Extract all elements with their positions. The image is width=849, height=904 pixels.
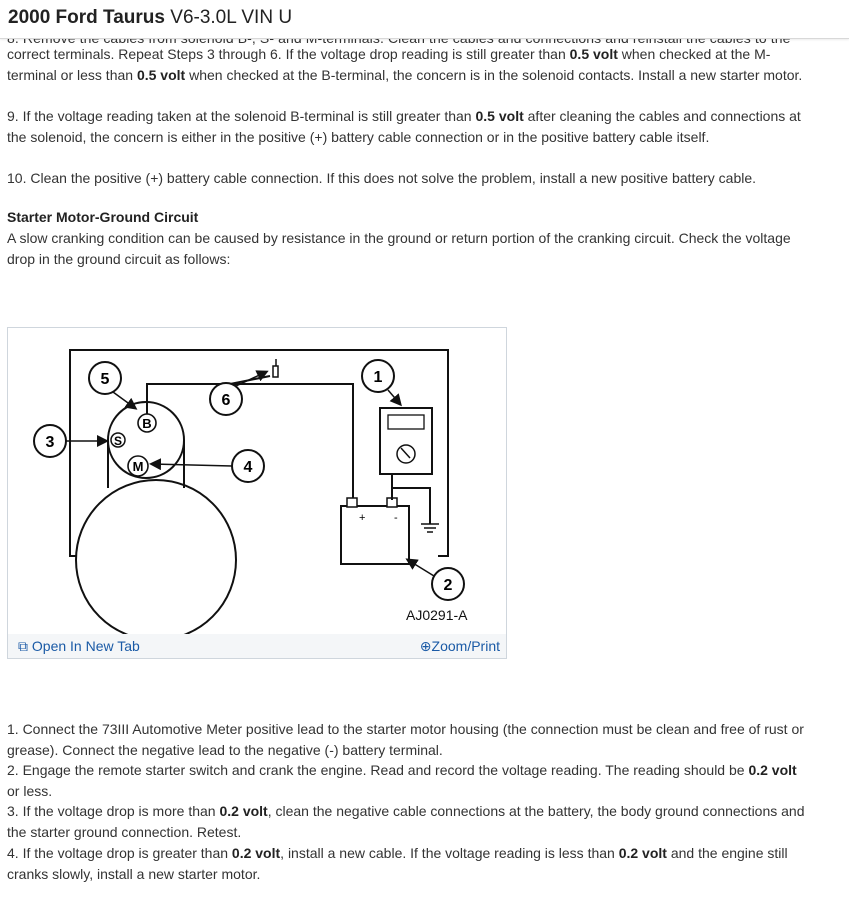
step-4-text-c: and the engine still cranks slowly, install a new starter motor. (7, 845, 788, 882)
step-2-value: 0.2 volt (748, 762, 797, 778)
terminal-b-label: B (142, 416, 152, 431)
step-2-text-b: or less. (7, 782, 53, 799)
new-tab-icon: ⧉ (18, 638, 28, 654)
battery-positive-label: + (359, 512, 366, 524)
terminal-s-label: S (113, 434, 123, 448)
figure-toolbar (8, 634, 506, 658)
terminal-m-label: M (132, 459, 144, 474)
step-3-text-b: , clean the negative cable connections at the battery, the body ground connections and the starter ground connection. Retest. (7, 803, 805, 840)
page-header (0, 0, 849, 39)
step-9-text-b: after cleaning the cables and connections at the solenoid, the concern is either in the positive (+) battery cable connection or in the positive battery cable itself. (7, 108, 801, 145)
step-8-text-b: when checked at the M-terminal or less than (7, 46, 771, 83)
open-in-new-tab-label: Open In New Tab (31, 638, 140, 654)
figure-code: AJ0291-A (406, 607, 468, 623)
callout-2 (408, 560, 464, 600)
step-4-text-a: 4. If the voltage drop is greater than (7, 845, 232, 861)
battery-negative-label: - (394, 512, 398, 524)
step-8-text-a: correct terminals. Repeat Steps 3 through 6. If the voltage drop reading is still greater than (7, 46, 570, 62)
step-9-text-a: 9. If the voltage reading taken at the solenoid B-terminal is still greater than (7, 108, 476, 124)
vehicle-make: 2000 Ford Taurus (8, 7, 165, 28)
step-9 (7, 106, 807, 147)
svg-text:4: 4 (243, 459, 253, 476)
step-3-text-a: 3. If the voltage drop is more than (7, 803, 220, 819)
zoom-print-link[interactable] (420, 638, 500, 655)
zoom-icon: ⊕ (419, 638, 432, 654)
step-4-value-1: 0.2 volt (231, 845, 281, 861)
svg-text:5: 5 (100, 371, 110, 388)
step-8-continuation (7, 44, 807, 85)
svg-text:2: 2 (443, 577, 453, 594)
cranking-circuit-diagram (8, 328, 506, 634)
step-8-value-1: 0.5 volt (569, 46, 618, 62)
callout-5 (89, 362, 135, 408)
callout-1 (362, 360, 400, 404)
zoom-print-label: Zoom/Print (431, 638, 500, 654)
step-9-value: 0.5 volt (475, 108, 524, 124)
step-10: 10. Clean the positive (+) battery cable connection. If this does not solve the problem, install a new positive battery cable. (7, 170, 757, 186)
step-4-value-2: 0.2 volt (618, 845, 667, 861)
open-in-new-tab-link[interactable] (18, 638, 140, 655)
step-1: 1. Connect the 73III Automotive Meter positive lead to the starter motor housing (the connection must be clean and free of rust or grease). Connect the negative lead to the negative (-) battery terminal. (7, 721, 804, 758)
section-intro: A slow cranking condition can be caused by resistance in the ground or return portion of the cranking circuit. Check the voltage drop in the ground circuit as follows: (7, 230, 791, 267)
battery (341, 506, 409, 564)
section-heading: Starter Motor-Ground Circuit (7, 209, 199, 225)
svg-text:6: 6 (221, 392, 231, 409)
step-4 (7, 843, 807, 884)
starter-motor-body (76, 480, 236, 634)
step-3 (7, 801, 807, 842)
step-8-value-2: 0.5 volt (136, 66, 186, 83)
page-title (8, 7, 292, 29)
step-3-value: 0.2 volt (219, 803, 268, 819)
step-4-text-b: , install a new cable. If the voltage reading is less than (280, 845, 619, 861)
vehicle-engine: V6-3.0L VIN U (170, 7, 293, 28)
svg-text:1: 1 (373, 369, 383, 386)
step-2-text-a: 2. Engage the remote starter switch and crank the engine. Read and record the voltage reading. The reading should be (7, 762, 749, 778)
diagram-figure (7, 327, 507, 659)
step-8-text-c: when checked at the B-terminal, the concern is in the solenoid contacts. Install a new starter motor. (185, 66, 803, 83)
step-2 (7, 760, 807, 801)
svg-text:3: 3 (45, 434, 55, 451)
